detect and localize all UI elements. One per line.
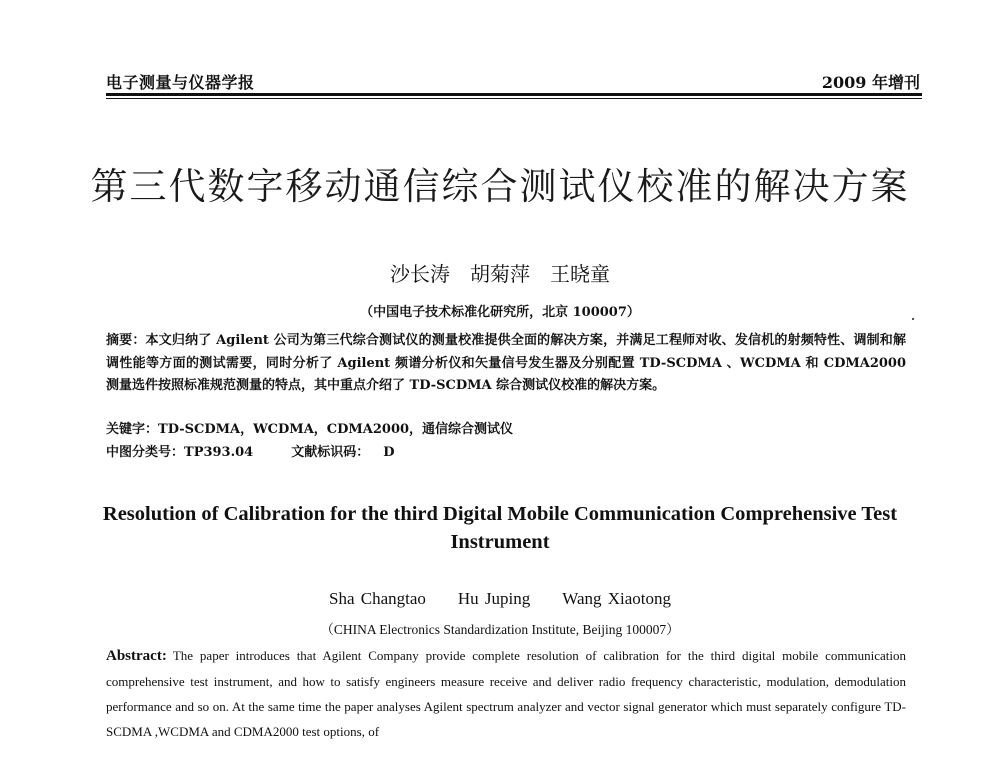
chinese-affiliation: （中国电子技术标准化研究所，北京 100007） <box>360 305 640 320</box>
english-author: Sha Changtao <box>328 589 426 608</box>
chinese-keywords-label: 关键字： <box>106 422 159 437</box>
journal-name: 电子测量与仪器学报 <box>106 73 255 92</box>
english-abstract-text: The paper introduces that Agilent Company provide complete resolution of calibration for the third digital mobile communication comprehensive test instrument, and how to satisfy engineers measure receive and deliver radio frequency characteristic, modulation, demodulation performance and so on. At the same time the paper analyses Agilent spectrum analyzer and vector signal generator which must separately configure TD-SCDMA ,WCDMA and CDMA2000 test options, of <box>106 648 906 739</box>
chinese-abstract-text: 本文归纳了 Agilent 公司为第三代综合测试仪的测量校准提供全面的解决方案，并满足工程师对收、发信机的射频特性、调制和解调性能等方面的测试需要，同时分析了 Agilent 频谱分析仪和矢量信号发生器及分别配置 TD-SCDMA 、WCDMA 和 CDMA2000 测量选件按照标准规范测量的特点，其中重点介绍了 TD-SCDMA 综合测试仪校准的解决方案。 <box>106 333 906 393</box>
chinese-keywords-text: TD-SCDMA，WCDMA，CDMA2000，通信综合测试仪 <box>158 422 514 437</box>
scan-speck <box>912 318 914 320</box>
chinese-title: 第三代数字移动通信综合测试仪校准的解决方案 <box>90 165 910 208</box>
english-title: Resolution of Calibration for the third Digital Mobile Communication Comprehensive Test Instrument <box>102 503 898 553</box>
class-label: 中图分类号： <box>106 445 185 460</box>
chinese-abstract <box>106 330 906 398</box>
running-header <box>106 66 922 92</box>
classification-line <box>106 442 906 464</box>
english-affiliation: （CHINA Electronics Standardization Institute, Beijing 100007） <box>320 622 680 637</box>
english-author: Wang Xiaotong <box>562 589 672 608</box>
chinese-authors: 沙长涛 胡菊萍 王晓童 <box>390 262 610 286</box>
issue-label: 2009 年增刊 <box>821 73 920 92</box>
chinese-abstract-label: 摘要： <box>106 333 146 348</box>
class-value: TP393.04 <box>184 445 254 460</box>
doc-code-label: 文献标识码： <box>291 445 370 460</box>
english-author: Hu Juping <box>457 589 531 608</box>
chinese-keywords <box>106 419 906 441</box>
header-rule-thin <box>106 98 922 99</box>
english-abstract <box>106 643 906 744</box>
english-authors <box>0 589 1000 609</box>
doc-code-value: D <box>383 445 395 460</box>
header-rule-thick <box>106 93 922 96</box>
english-abstract-label: Abstract: <box>106 648 167 664</box>
